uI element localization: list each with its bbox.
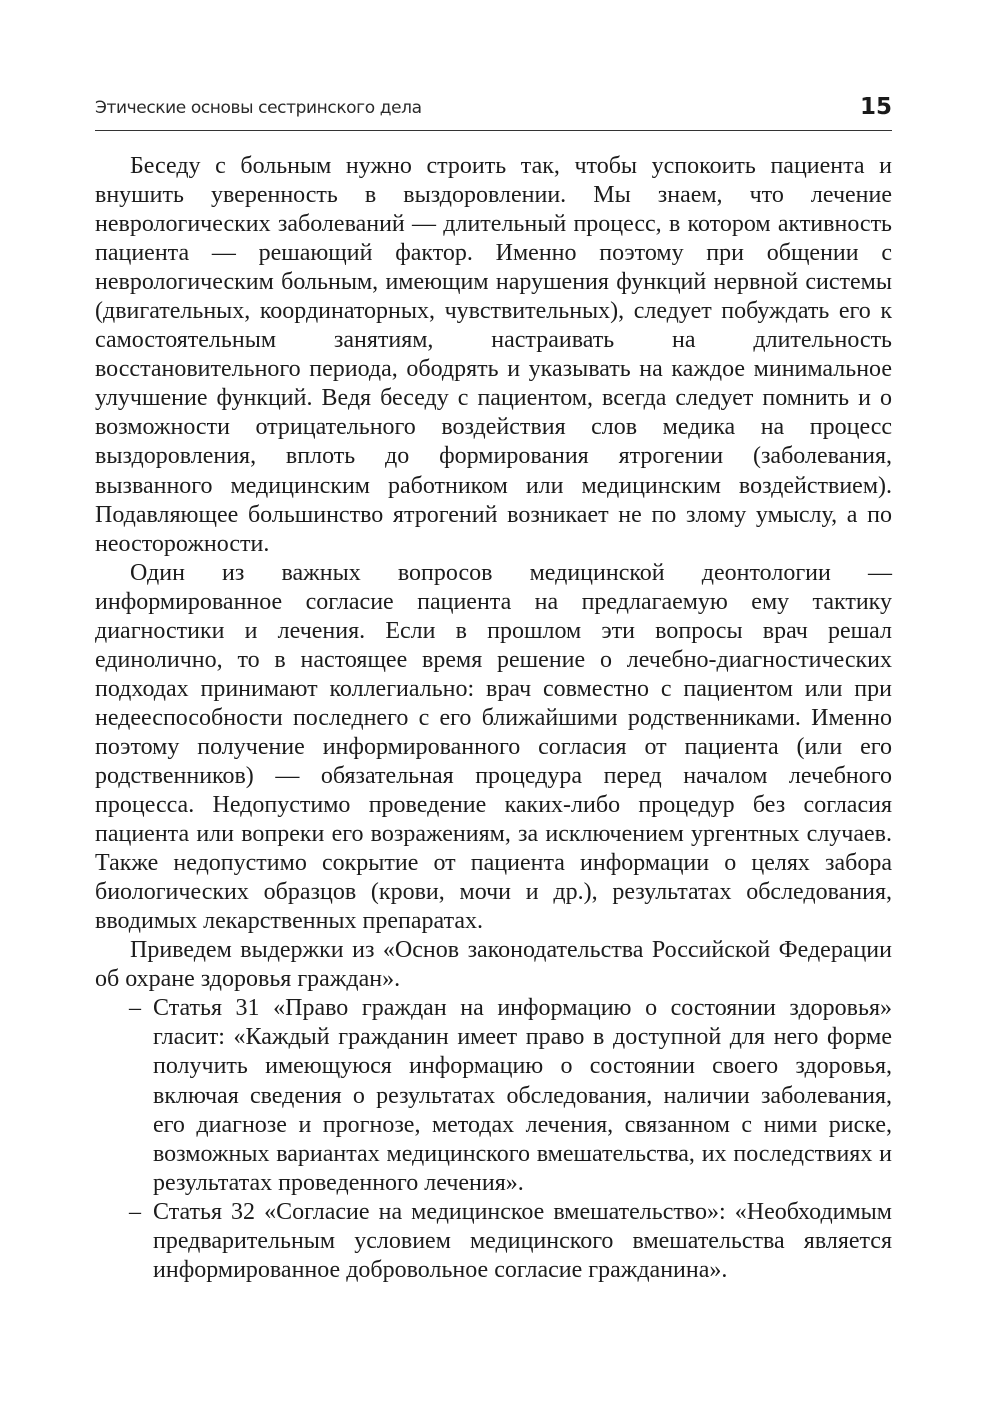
body-paragraph: Один из важных вопросов медицинской деонтологии — информированное согласие пациента на предлагаемую ему тактику диагностики и лечения. Если в прошлом эти вопросы врач решал единолично, то в настоящее время решение о лечебно-диагностических подходах принимают коллегиально: врач совместно с пациентом или при недееспособности последнего с его ближайшими родственниками. Именно поэтому получение информированного согласия от пациента (или его родственников) — обязательная процедура перед началом лечебного процесса. Недопустимо проведение каких-либо процедур без согласия пациента или вопреки его возражениям, за исключением ургентных случаев. Также недопустимо сокрытие от пациента информации о целях забора биологических образцов (крови, мочи и др.), результатах обследования, вводимых лекарственных препаратах. [95, 559, 892, 935]
running-header [95, 96, 892, 131]
dash-marker: – [129, 995, 141, 1022]
body-paragraph: Приведем выдержки из «Основ законодательства Российской Федерации об охране здоровья граждан». [95, 937, 892, 993]
dash-marker: – [129, 1198, 141, 1225]
page-number: 15 [859, 94, 892, 120]
list-item [95, 1198, 892, 1285]
page-body [95, 152, 892, 1285]
list-item [95, 994, 892, 1197]
running-header-title: Этические основы сестринского дела [95, 98, 422, 118]
body-paragraph: Беседу с больным нужно строить так, чтобы успокоить пациента и внушить уверенность в выздоровлении. Мы знаем, что лечение неврологических заболеваний — длительный процесс, в котором активность пациента — решающий фактор. Именно поэтому при общении с неврологическим больным, имеющим нарушения функций нервной системы (двигательных, координаторных, чувствительных), следует побуждать его к самостоятельным занятиям, настраивать на длительность восстановительного периода, ободрять и указывать на каждое минимальное улучшение функций. Ведя беседу с пациентом, всегда следует помнить и о возможности отрицательного воздействия слов медика на процесс выздоровления, вплоть до формирования ятрогении (заболевания, вызванного медицинским работником или медицинским воздействием). Подавляющее большинство ятрогений возникает не по злому умыслу, а по неосторожности. [95, 153, 892, 557]
list-item-text: Статья 31 «Право граждан на информацию о состоянии здоровья» гласит: «Каждый гражданин имеет право в доступной для него форме получить имеющуюся информацию о состоянии своего здоровья, включая сведения о результатах обследования, наличии заболевания, его диагнозе и прогнозе, методах лечения, связанном с ними риске, возможных вариантах медицинского вмешательства, их последствиях и результатах проведенного лечения». [153, 995, 892, 1196]
list-item-text: Статья 32 «Согласие на медицинское вмешательство»: «Необходимым предварительным условием медицинского вмешательства является информированное добровольное согласие гражданина». [153, 1198, 892, 1283]
